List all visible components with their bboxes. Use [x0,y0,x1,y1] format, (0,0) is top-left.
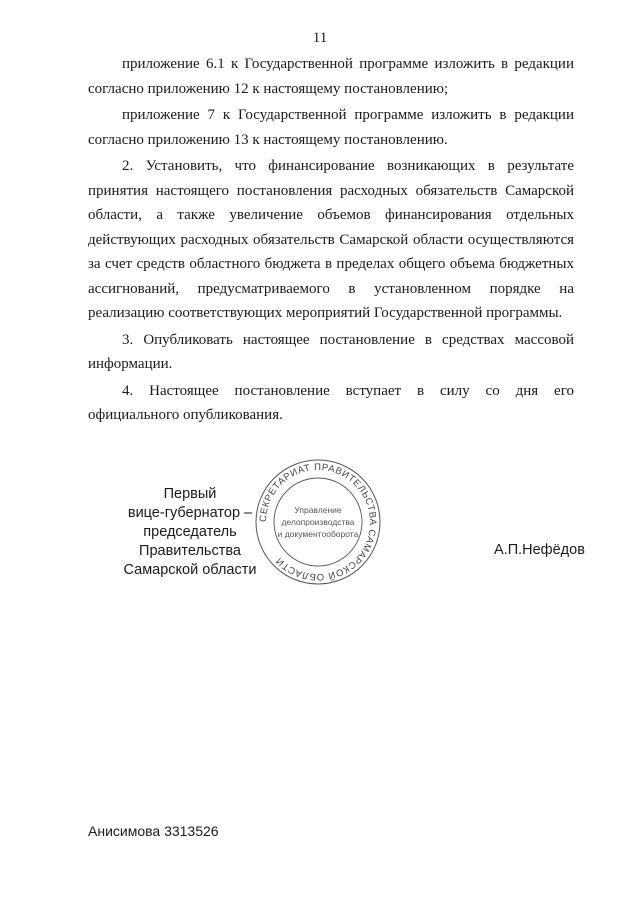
text-line: официального опубликования. [88,407,283,423]
paragraph-appendix-7 [88,103,574,152]
text-line: 4. Настоящее постановление вступает в силу со дня его [122,382,574,399]
text-line: принятия настоящего постановления расходных обязательств Самарской [88,182,574,199]
official-seal-stamp [253,457,383,587]
stamp-inner-line: и документооборота [277,529,359,539]
text-line: 3. Опубликовать настоящее постановление в средствах массовой [122,331,574,348]
document-body [88,52,574,430]
page-number: 11 [312,30,328,46]
text-line: за счет средств областного бюджета в пределах общего объема бюджетных [88,256,574,272]
position-line: Самарской области [123,562,257,578]
text-line: приложение 6.1 к Государственной программе изложить в редакции [122,56,574,72]
position-line: председатель Правительства [139,524,241,559]
text-line: области, а также увеличение объемов финансирования отдельных [88,207,574,223]
text-line: действующих расходных обязательств Самарской области осуществляются [88,231,574,248]
text-line: согласно приложению 12 к настоящему постановлению; [88,80,449,97]
text-line: приложение 7 к Государственной программе изложить в редакции [122,107,574,123]
position-line: вице-губернатор – [127,505,253,521]
paragraph-item-4 [88,379,574,428]
text-line: информации. [88,356,173,372]
stamp-outer-text: СЕКРЕТАРИАТ ПРАВИТЕЛЬСТВА САМАРСКОЙ ОБЛАСТИ [257,461,379,583]
executor-contact: Анисимова 3313526 [88,823,219,839]
text-line: реализацию соответствующих мероприятий Государственной программы. [88,305,563,321]
stamp-inner-line: Управление [294,505,342,515]
signatory-name: А.П.Нефёдов [494,542,585,558]
stamp-inner-line: делопроизводства [281,517,355,527]
position-line: Первый [163,486,217,502]
text-line: ассигнований, предусматриваемого в установленном порядке на [88,280,574,297]
paragraph-appendix-6-1 [88,52,574,101]
text-line: согласно приложению 13 к настоящему постановлению. [88,131,448,148]
paragraph-item-3 [88,328,574,377]
paragraph-item-2 [88,154,574,326]
text-line: 2. Установить, что финансирование возникающих в результате [122,158,574,174]
